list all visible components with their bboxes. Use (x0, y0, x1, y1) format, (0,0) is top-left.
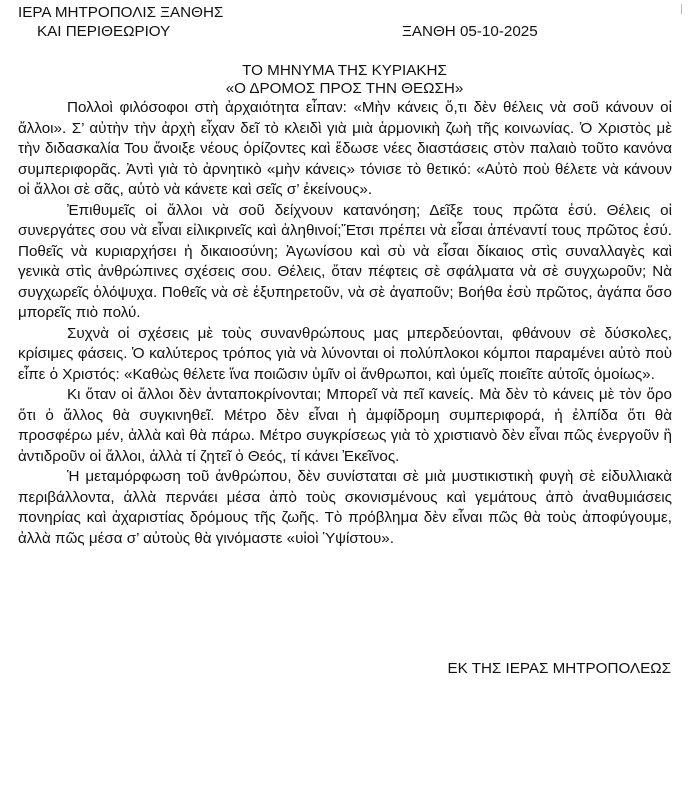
paragraph: Συχνὰ οἱ σχέσεις μὲ τοὺς συνανθρώπους μας μπερδεύονται, φθάνουν σὲ δύσκολες, κρίσιμες φάσεις. Ὁ καλύτερος τρόπος γιὰ νὰ λύνονται οἱ πολύπλοκοι κόμποι παραμένει αὐτὸ ποὺ εἶπε ὁ Χριστός: «Καθὼς θέλετε ἵνα ποιῶσιν ὑμῖν οἱ ἄνθρωποι, καὶ ὑμεῖς ποιεῖτε αὐτοῖς ὁμοίως». (18, 324, 672, 383)
header-metropolis: ΙΕΡΑ ΜΗΤΡΟΠΟΛΙΣ ΞΑΝΘΗΣ (18, 4, 224, 21)
header-date: ΞΑΝΘΗ 05-10-2025 (402, 23, 538, 40)
paragraph: Κι ὅταν οἱ ἄλλοι δὲν ἀνταποκρίνονται; Μπορεῖ νὰ πεῖ κανείς. Μὰ δὲν τὸ κάνεις μὲ τὸν ὅρο ὅτι ὁ ἄλλος θὰ συγκινηθεῖ. Μέτρο δὲν εἶναι ἡ ἀμφίδρομη συμπεριφορά, ἡ ἐλπίδα ὅτι θὰ προσφέρω μέν, ἀλλὰ καὶ θὰ πάρω. Μέτρο συγκρίσεως γιὰ τὸ χριστιανὸ δὲν εἶναι πῶς ἐνεργοῦν ἢ ἀντιδροῦν οἱ ἄλλοι, ἀλλὰ τί ζητεῖ ὁ Θεός, τί κάνει Ἐκεῖνος. (18, 386, 672, 465)
signature: ΕΚ ΤΗΣ ΙΕΡΑΣ ΜΗΤΡΟΠΟΛΕΩΣ (447, 660, 671, 677)
paragraph: Πολλοὶ φιλόσοφοι στὴ ἀρχαιότητα εἶπαν: «Μὴν κάνεις ὅ,τι δὲν θέλεις νὰ σοῦ κάνουν οἱ ἄλλοι». Σ’ αὐτὴν τὴν ἀρχὴ εἶχαν δεῖ τὸ κλειδὶ γιὰ μιὰ ἁρμονικὴ ζωὴ τῆς κοινωνίας. Ὁ Χριστὸς μὲ τὴν διδασκαλία Του ἄνοιξε νέους ὁρίζοντες καὶ ἔδωσε νέες διαστάσεις στὸν παλαιὸ τοῦτο κανόνα συμπεριφορᾶς. Ἀντὶ γιὰ τὸ ἀρνητικὸ «μὴν κάνεις» τόνισε τὸ θετικό: «Αὐτὸ ποὺ θέλετε νὰ κάνουν οἱ ἄλλοι σὲ σᾶς, αὐτὸ νὰ κάνετε καὶ σεῖς σ’ ἐκείνους». (18, 99, 672, 198)
header-region: ΚΑΙ ΠΕΡΙΘΕΩΡΙΟΥ (37, 23, 171, 40)
document-subtitle: «Ο ΔΡΟΜΟΣ ΠΡΟΣ ΤΗΝ ΘΕΩΣΗ» (225, 80, 464, 97)
document-title: ΤΟ ΜΗΝΥΜΑ ΤΗΣ ΚΥΡΙΑΚΗΣ (242, 62, 447, 79)
message-body (18, 98, 672, 549)
page-corner-mark (681, 4, 685, 14)
paragraph: Ἡ μεταμόρφωση τοῦ ἀνθρώπου, δὲν συνίσταται σὲ μιὰ μυστικιστικὴ φυγὴ σὲ εἰδυλλιακὰ περιβάλλοντα, ἀλλὰ περνάει μέσα ἀπὸ τοὺς σκονισμένους καὶ γεμάτους ἀπὸ ἀναθυμιάσεις πονηρίας καὶ ἀχαριστίας δρόμους τῆς ζωῆς. Τὸ πρόβλημα δὲν εἶναι πῶς θὰ τοὺς ἀποφύγουμε, ἀλλὰ πῶς μέσα σ’ αὐτοὺς θὰ γινόμαστε «υἱοὶ Ὑψίστου». (18, 468, 672, 547)
paragraph: Ἐπιθυμεῖς οἱ ἄλλοι νὰ σοῦ δείχνουν κατανόηση; Δεῖξε τους πρῶτα ἐσύ. Θέλεις οἱ συνεργάτες σου νὰ εἶναι εἰλικρινεῖς καὶ ἀληθινοί;Ἔτσι πρέπει νὰ εἶσαι ἀπέναντί τους πρῶτος ἐσύ. Ποθεῖς νὰ κυριαρχήσει ἡ δικαιοσύνη; Ἀγωνίσου καὶ σὺ νὰ εἶσαι δίκαιος στὶς συναλλαγὲς καὶ γενικὰ στὶς ἀνθρώπινες σχέσεις σου. Θέλεις, ὅταν πέφτεις σὲ σφάλματα νὰ σὲ συγχωροῦν; Νὰ συγχωρεῖς ὁλόψυχα. Ποθεῖς νὰ σὲ ἐξυπηρετοῦν, νὰ σὲ ἀγαποῦν; Βοήθα ἐσὺ πρῶτος, ἀγάπα ὅσο μπορεῖς πιὸ πολύ. (18, 201, 672, 321)
